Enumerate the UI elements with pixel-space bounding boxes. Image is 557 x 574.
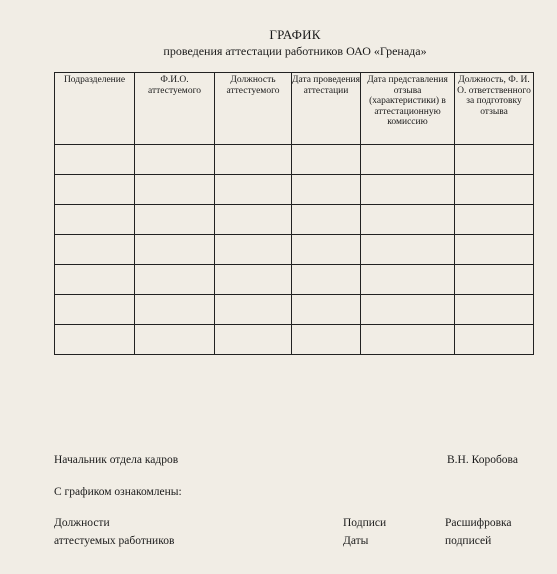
- header-responsible: Должность, Ф. И. О. ответственного за подготовку отзыва: [455, 73, 534, 145]
- decoding-label-line1: Расшифровка: [445, 517, 512, 529]
- table-row: [55, 295, 534, 325]
- table-header-row: [55, 73, 534, 145]
- table-cell: [455, 235, 534, 265]
- table-cell: [135, 265, 215, 295]
- acquainted-label: С графиком ознакомлены:: [54, 486, 182, 498]
- table-cell: [455, 295, 534, 325]
- table-cell: [55, 205, 135, 235]
- table-cell: [292, 265, 361, 295]
- table-cell: [215, 265, 292, 295]
- document-title: ГРАФИК: [269, 27, 321, 42]
- table-cell: [361, 265, 455, 295]
- table-cell: [135, 145, 215, 175]
- signatures-label: Подписи: [343, 517, 387, 529]
- table-cell: [361, 175, 455, 205]
- table-cell: [455, 175, 534, 205]
- header-attestation-date: Дата проведения аттестации: [292, 73, 361, 145]
- table-cell: [135, 295, 215, 325]
- table-cell: [455, 265, 534, 295]
- table-cell: [361, 145, 455, 175]
- decoding-label-line2: подписей: [445, 535, 492, 547]
- table-row: [55, 235, 534, 265]
- table-cell: [135, 175, 215, 205]
- table-cell: [361, 235, 455, 265]
- table-cell: [215, 235, 292, 265]
- positions-label-line2: аттестуемых работников: [54, 535, 175, 547]
- table-row: [55, 145, 534, 175]
- head-title: Начальник отдела кадров: [54, 454, 179, 466]
- table-cell: [361, 295, 455, 325]
- table-cell: [455, 205, 534, 235]
- table-row: [55, 205, 534, 235]
- table-cell: [455, 325, 534, 355]
- table-row: [55, 175, 534, 205]
- table-cell: [361, 205, 455, 235]
- header-department: Подразделение: [55, 73, 135, 145]
- head-name: В.Н. Коробова: [447, 454, 518, 466]
- positions-label-line1: Должности: [54, 517, 110, 529]
- table-cell: [292, 235, 361, 265]
- table-cell: [292, 295, 361, 325]
- table-cell: [55, 325, 135, 355]
- table-cell: [135, 325, 215, 355]
- table-row: [55, 265, 534, 295]
- table-cell: [292, 325, 361, 355]
- table-cell: [215, 145, 292, 175]
- header-position: Должность аттестуемого: [215, 73, 292, 145]
- table-row: [55, 325, 534, 355]
- dates-label: Даты: [343, 535, 369, 547]
- document-subtitle: проведения аттестации работников ОАО «Гренада»: [163, 44, 427, 58]
- table-cell: [361, 325, 455, 355]
- table-cell: [215, 295, 292, 325]
- table-cell: [292, 175, 361, 205]
- table-cell: [55, 265, 135, 295]
- table-cell: [135, 205, 215, 235]
- table-cell: [292, 145, 361, 175]
- table-cell: [55, 145, 135, 175]
- header-review-date: Дата представления отзыва (характеристики) в аттестационную комиссию: [361, 73, 455, 145]
- table-cell: [55, 175, 135, 205]
- table-cell: [215, 205, 292, 235]
- table-cell: [215, 175, 292, 205]
- header-full-name: Ф.И.О. аттестуемого: [135, 73, 215, 145]
- table-cell: [215, 325, 292, 355]
- table-cell: [135, 235, 215, 265]
- schedule-table: [54, 72, 534, 355]
- table-cell: [55, 295, 135, 325]
- table-cell: [55, 235, 135, 265]
- table-cell: [455, 145, 534, 175]
- table-cell: [292, 205, 361, 235]
